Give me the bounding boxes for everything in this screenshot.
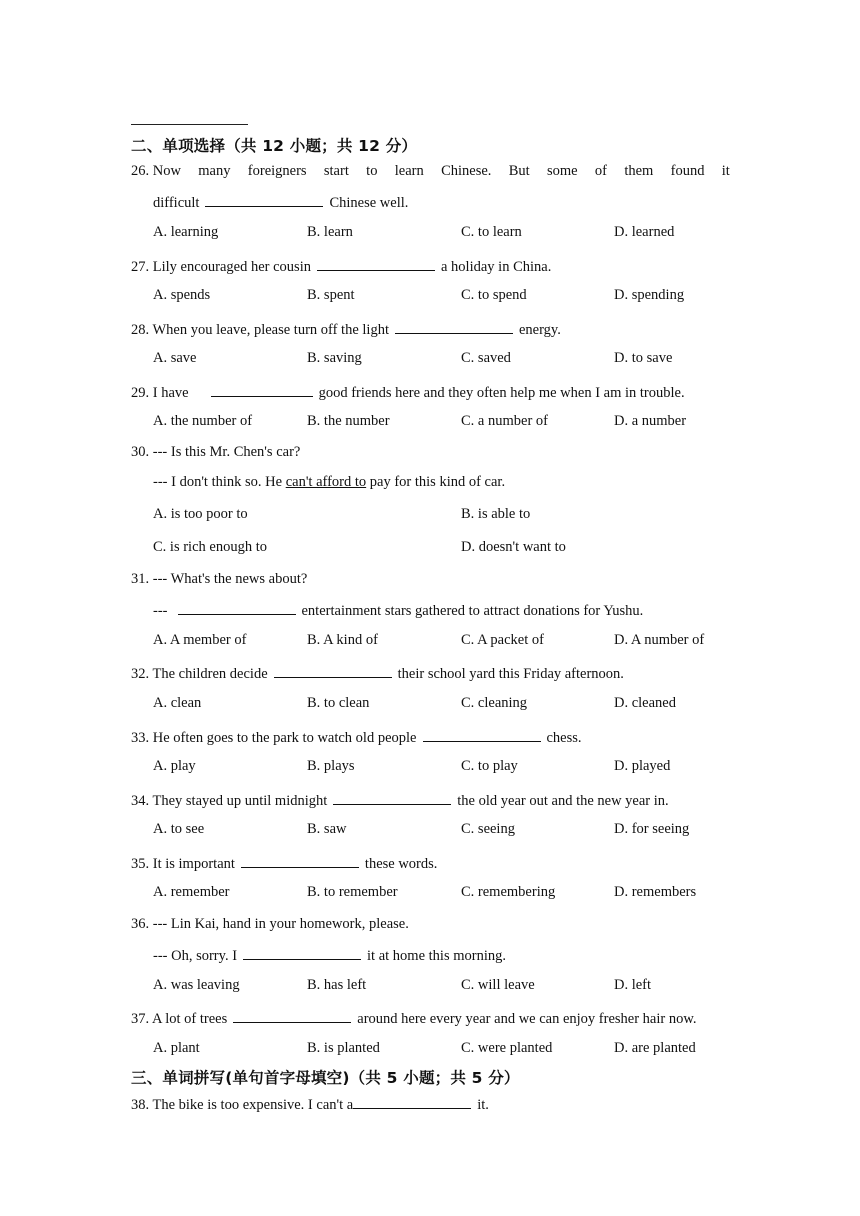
- question-30-line-1: 30. --- Is this Mr. Chen's car?: [131, 444, 301, 460]
- q28-option-a[interactable]: A. save: [153, 350, 197, 366]
- q33-option-a[interactable]: A. play: [153, 758, 196, 774]
- q28-text-post: energy.: [518, 322, 561, 338]
- q27-option-a[interactable]: A. spends: [153, 287, 211, 303]
- question-33: [131, 727, 582, 747]
- q36-option-c[interactable]: C. will leave: [461, 977, 535, 993]
- q34-option-c[interactable]: C. seeing: [461, 821, 515, 837]
- q29-option-d[interactable]: D. a number: [614, 413, 687, 429]
- question-31-line-1: 31. --- What's the news about?: [131, 571, 308, 587]
- q33-option-b[interactable]: B. plays: [307, 758, 355, 774]
- q26-word: of: [594, 163, 607, 179]
- q26-word: learn: [394, 163, 424, 179]
- answer-blank[interactable]: [241, 853, 359, 868]
- q30-option-d[interactable]: D. doesn't want to: [461, 539, 566, 555]
- q26-text-post: Chinese well.: [329, 195, 409, 211]
- q34-text-post: the old year out and the new year in.: [457, 793, 669, 809]
- top-rule: [131, 124, 248, 125]
- question-37: [131, 1008, 697, 1028]
- answer-blank[interactable]: [233, 1008, 351, 1023]
- question-36-line-1: 36. --- Lin Kai, hand in your homework, please.: [131, 916, 409, 932]
- q29-option-a[interactable]: A. the number of: [153, 413, 253, 429]
- answer-blank[interactable]: [423, 727, 541, 742]
- q26-word: Chinese.: [441, 163, 492, 179]
- q29-option-b[interactable]: B. the number: [307, 413, 390, 429]
- q26-word: many: [198, 163, 231, 179]
- q28-option-d[interactable]: D. to save: [614, 350, 673, 366]
- answer-blank[interactable]: [274, 663, 392, 678]
- q36-text-pre: --- Oh, sorry. I: [153, 948, 238, 964]
- q26-option-a[interactable]: A. learning: [153, 224, 219, 240]
- q30-option-c[interactable]: C. is rich enough to: [153, 539, 267, 555]
- q31-text-pre: ---: [153, 603, 168, 619]
- q27-option-c[interactable]: C. to spend: [461, 287, 527, 303]
- q32-option-b[interactable]: B. to clean: [307, 695, 370, 711]
- q29-text-post: good friends here and they often help me when I am in trouble.: [318, 385, 685, 401]
- question-26-line-2: [153, 192, 408, 212]
- q37-option-b[interactable]: B. is planted: [307, 1040, 380, 1056]
- q29-option-c[interactable]: C. a number of: [461, 413, 548, 429]
- q37-option-c[interactable]: C. were planted: [461, 1040, 553, 1056]
- q27-option-d[interactable]: D. spending: [614, 287, 685, 303]
- q26-option-d[interactable]: D. learned: [614, 224, 675, 240]
- q31-option-c[interactable]: C. A packet of: [461, 632, 544, 648]
- q32-option-c[interactable]: C. cleaning: [461, 695, 528, 711]
- q26-word: found: [670, 163, 705, 179]
- q36-option-b[interactable]: B. has left: [307, 977, 367, 993]
- q34-text-pre: 34. They stayed up until midnight: [131, 793, 328, 809]
- q26-option-b[interactable]: B. learn: [307, 224, 353, 240]
- q33-option-c[interactable]: C. to play: [461, 758, 518, 774]
- q32-text-post: their school yard this Friday afternoon.: [397, 666, 624, 682]
- q35-option-a[interactable]: A. remember: [153, 884, 230, 900]
- q33-option-d[interactable]: D. played: [614, 758, 671, 774]
- q30-text-pre: --- I don't think so. He: [153, 474, 283, 490]
- q35-option-d[interactable]: D. remembers: [614, 884, 697, 900]
- q28-text-pre: 28. When you leave, please turn off the light: [131, 322, 389, 338]
- q35-text-post: these words.: [364, 856, 438, 872]
- question-29: [131, 382, 685, 402]
- answer-blank[interactable]: [211, 382, 313, 397]
- q35-option-c[interactable]: C. remembering: [461, 884, 556, 900]
- question-36-line-2: [153, 945, 506, 965]
- q37-option-d[interactable]: D. are planted: [614, 1040, 696, 1056]
- q30-option-a[interactable]: A. is too poor to: [153, 506, 248, 522]
- q27-option-b[interactable]: B. spent: [307, 287, 355, 303]
- q26-word: to: [366, 163, 378, 179]
- answer-blank[interactable]: [317, 256, 435, 271]
- q35-text-pre: 35. It is important: [131, 856, 235, 872]
- question-26-line-1: [131, 163, 730, 180]
- question-35: [131, 853, 437, 873]
- q38-text-pre: 38. The bike is too expensive. I can't a: [131, 1097, 354, 1113]
- question-34: [131, 790, 669, 810]
- answer-blank[interactable]: [243, 945, 361, 960]
- question-27: [131, 256, 551, 276]
- q31-option-a[interactable]: A. A member of: [153, 632, 247, 648]
- q36-option-a[interactable]: A. was leaving: [153, 977, 240, 993]
- q31-text-post: entertainment stars gathered to attract donations for Yushu.: [301, 603, 644, 619]
- answer-blank[interactable]: [353, 1094, 471, 1109]
- q26-word: them: [624, 163, 654, 179]
- question-30-line-2: [153, 474, 505, 491]
- q32-option-d[interactable]: D. cleaned: [614, 695, 676, 711]
- q30-text-post: pay for this kind of car.: [369, 474, 506, 490]
- q30-option-b[interactable]: B. is able to: [461, 506, 531, 522]
- q26-word: foreigners: [247, 163, 307, 179]
- q31-option-b[interactable]: B. A kind of: [307, 632, 378, 648]
- answer-blank[interactable]: [333, 790, 451, 805]
- q27-text-pre: 27. Lily encouraged her cousin: [131, 259, 311, 275]
- q36-option-d[interactable]: D. left: [614, 977, 652, 993]
- q26-word: some: [546, 163, 578, 179]
- question-28: [131, 319, 561, 339]
- q34-option-d[interactable]: D. for seeing: [614, 821, 690, 837]
- q28-option-c[interactable]: C. saved: [461, 350, 511, 366]
- q34-option-b[interactable]: B. saw: [307, 821, 347, 837]
- q26-word: it: [721, 163, 730, 179]
- q30-underlined-phrase: can't afford to: [285, 474, 367, 490]
- q37-text-post: around here every year and we can enjoy fresher hair now.: [357, 1011, 697, 1027]
- question-32: [131, 663, 624, 683]
- q26-word: 26. Now: [131, 163, 181, 179]
- q31-option-d[interactable]: D. A number of: [614, 632, 705, 648]
- q35-option-b[interactable]: B. to remember: [307, 884, 398, 900]
- q28-option-b[interactable]: B. saving: [307, 350, 362, 366]
- answer-blank[interactable]: [205, 192, 323, 207]
- q29-text-pre: 29. I have: [131, 385, 189, 401]
- question-31-line-2: [153, 600, 643, 620]
- q36-text-post: it at home this morning.: [367, 948, 506, 964]
- q26-text-pre: difficult: [153, 195, 200, 211]
- q27-text-post: a holiday in China.: [440, 259, 552, 275]
- answer-blank[interactable]: [178, 600, 296, 615]
- q37-text-pre: 37. A lot of trees: [131, 1011, 228, 1027]
- q33-text-pre: 33. He often goes to the park to watch old people: [131, 730, 417, 746]
- answer-blank[interactable]: [395, 319, 513, 334]
- q33-text-post: chess.: [546, 730, 582, 746]
- section-3-title: 三、单词拼写(单句首字母填空)（共 5 小题；共 5 分）: [131, 1069, 520, 1087]
- q26-word: But: [508, 163, 530, 179]
- q26-word: start: [323, 163, 349, 179]
- q38-text-post: it.: [477, 1097, 489, 1113]
- q34-option-a[interactable]: A. to see: [153, 821, 205, 837]
- question-38: [131, 1094, 489, 1114]
- q32-text-pre: 32. The children decide: [131, 666, 268, 682]
- section-2-title: 二、单项选择（共 12 小题；共 12 分）: [131, 137, 418, 155]
- q37-option-a[interactable]: A. plant: [153, 1040, 200, 1056]
- q26-option-c[interactable]: C. to learn: [461, 224, 522, 240]
- q32-option-a[interactable]: A. clean: [153, 695, 202, 711]
